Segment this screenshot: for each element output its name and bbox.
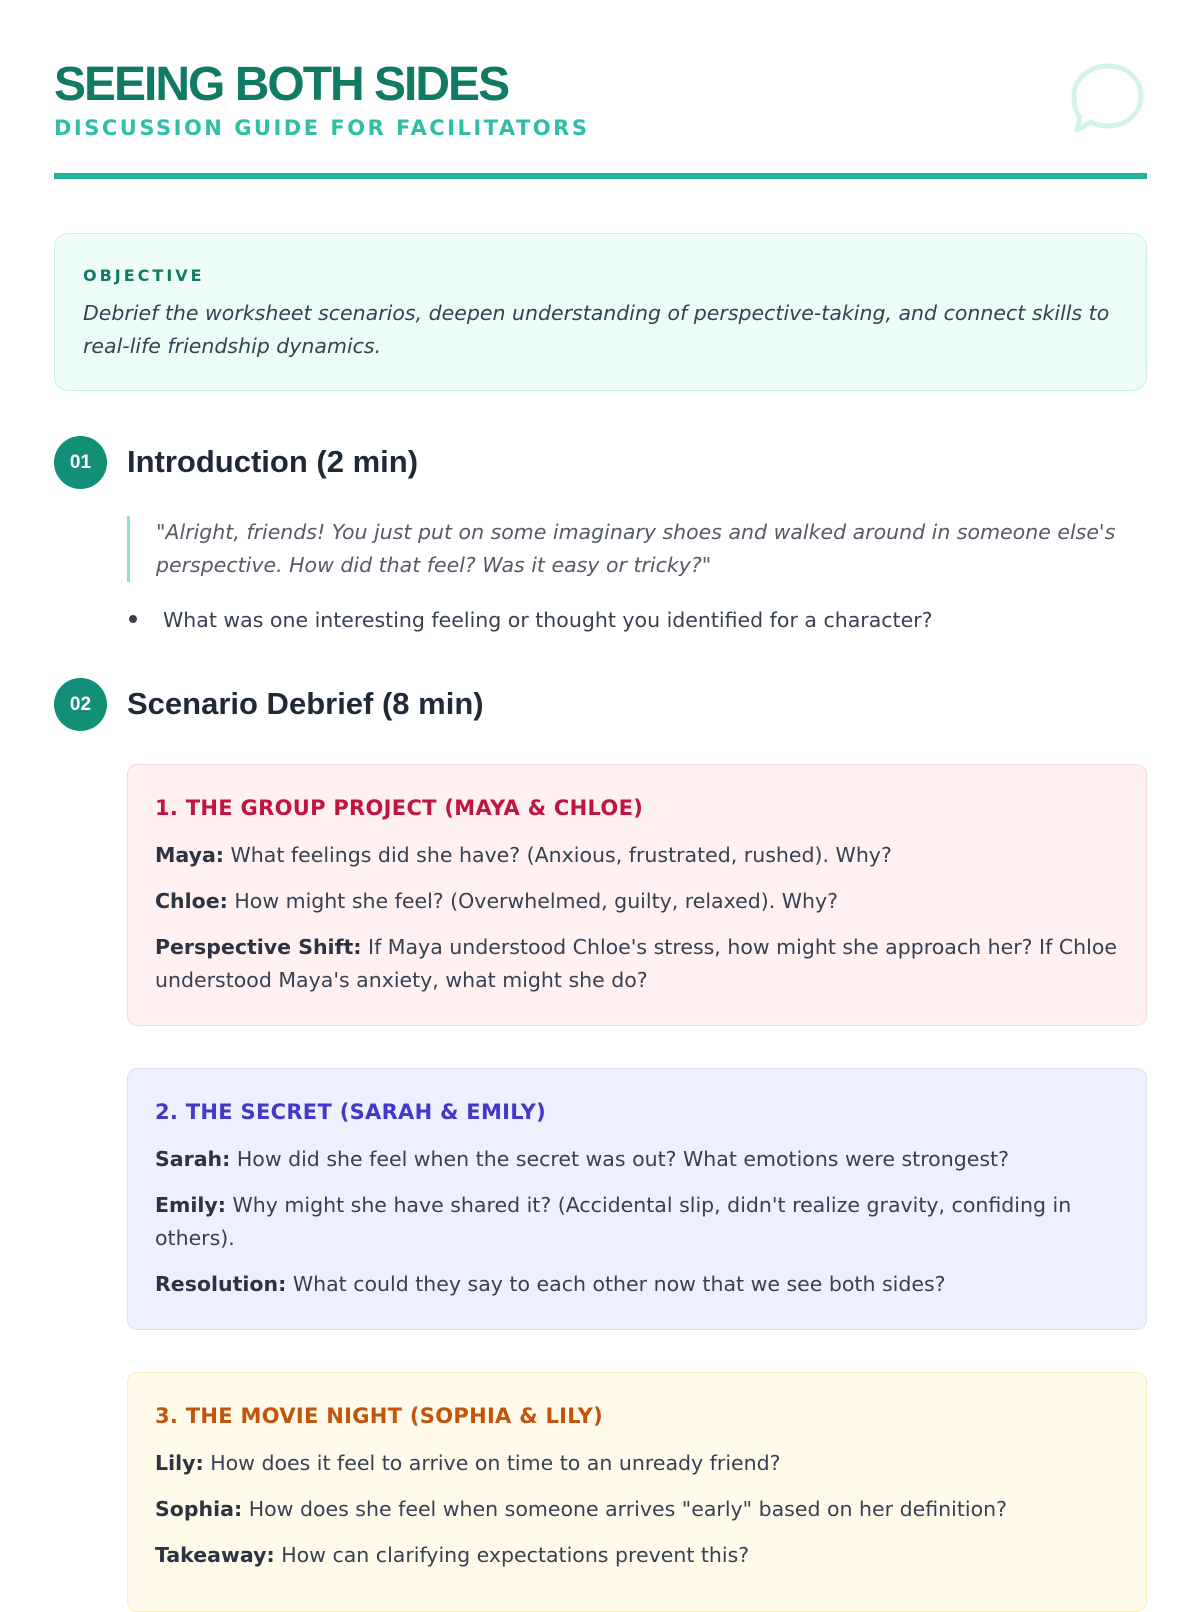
scenario-prompt [155,839,1120,872]
scenario-prompt [155,1143,1120,1176]
prompt-text: How did she feel when the secret was out? What emotions were strongest? [230,1147,1009,1171]
prompt-text: How does it feel to arrive on time to an unready friend? [203,1451,781,1475]
objective-text: Debrief the worksheet scenarios, deepen understanding of perspective-taking, and connect skills to real-life friendship dynamics. [83,301,1110,358]
scenario-prompt [155,931,1120,997]
prompt-text: How might she feel? (Overwhelmed, guilty, relaxed). Why? [227,889,839,913]
page-header [54,0,1147,182]
discussion-bullet [127,604,1147,637]
prompt-text: How can clarifying expectations prevent this? [274,1543,750,1567]
scenario-title: 3. THE MOVIE NIGHT (SOPHIA & LILY) [155,1404,604,1428]
section-title: Scenario Debrief (8 min) [127,686,484,721]
scenario-prompt [155,885,1120,918]
facilitator-quote: "Alright, friends! You just put on some imaginary shoes and walked around in someone else's perspective. How did that feel? Was it easy or tricky?" [127,516,1147,582]
header-divider [54,173,1147,179]
scenario-card-movie-night [127,1372,1147,1612]
section-number-badge: 02 [54,678,107,731]
objective-label: OBJECTIVE [83,266,205,285]
prompt-label: Sarah: [155,1147,231,1171]
chat-bubble-icon [1069,60,1147,138]
prompt-text: How does she feel when someone arrives "early" based on her definition? [242,1497,1007,1521]
prompt-label: Lily: [155,1451,204,1475]
prompt-text: If Maya understood Chloe's stress, how might she approach her? If Chloe understood Maya's anxiety, what might she do? [155,935,1117,992]
scenario-prompt [155,1189,1120,1255]
page-subtitle: DISCUSSION GUIDE FOR FACILITATORS [54,116,590,140]
page-title: SEEING BOTH SIDES [54,58,509,111]
scenario-prompt [155,1493,1120,1526]
scenario-card-group-project [127,764,1147,1026]
prompt-text: What could they say to each other now that we see both sides? [286,1272,946,1296]
section-number-badge: 01 [54,436,107,489]
prompt-label: Emily: [155,1193,226,1217]
prompt-text: What feelings did she have? (Anxious, frustrated, rushed). Why? [224,843,892,867]
scenario-prompt [155,1268,1120,1301]
prompt-label: Maya: [155,843,224,867]
prompt-text: Why might she have shared it? (Accidental slip, didn't realize gravity, confiding in others). [155,1193,1072,1250]
discussion-guide-page [54,0,1147,1567]
scenario-prompt [155,1447,1120,1480]
prompt-label: Resolution: [155,1272,287,1296]
bullet-text: What was one interesting feeling or thought you identified for a character? [163,608,933,632]
prompt-label: Perspective Shift: [155,935,362,959]
prompt-label: Sophia: [155,1497,243,1521]
scenario-prompt [155,1539,1120,1572]
section-title: Introduction (2 min) [127,444,419,479]
prompt-label: Takeaway: [155,1543,275,1567]
scenario-title: 2. THE SECRET (SARAH & EMILY) [155,1100,547,1124]
scenario-card-secret [127,1068,1147,1330]
scenario-title: 1. THE GROUP PROJECT (MAYA & CHLOE) [155,796,644,820]
objective-box [54,233,1147,391]
bullet-dot [129,615,137,623]
prompt-label: Chloe: [155,889,228,913]
